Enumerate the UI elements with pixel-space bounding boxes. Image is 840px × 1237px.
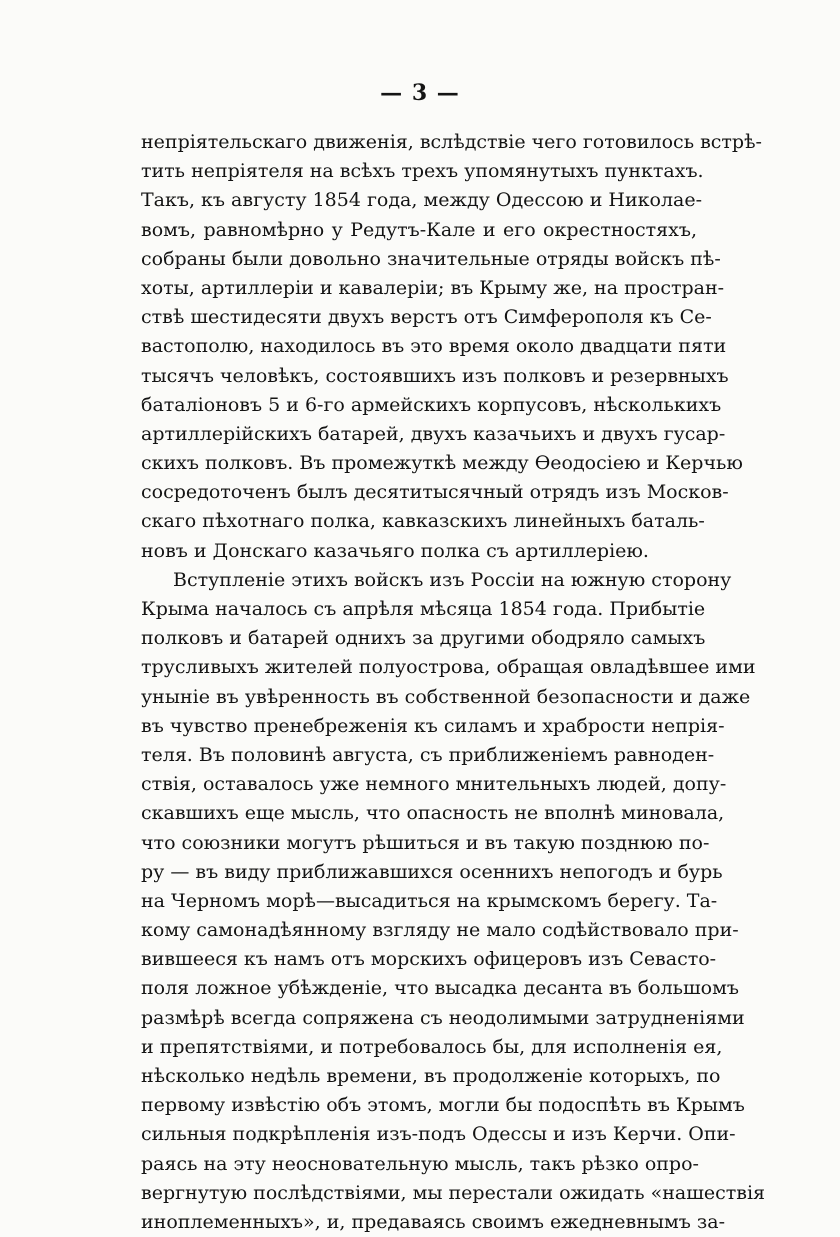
text-line: хоты, артиллеріи и кавалеріи; въ Крыму же, на простран- [141,276,725,299]
text-line: ствія, оставалось уже немного мнительныхъ людей, допу- [141,773,727,796]
text-line: Крыма началось съ апрѣля мѣсяца 1854 года. Прибытіе [141,598,706,620]
text-line: раясь на эту неосновательную мысль, такъ рѣзко опро- [141,1152,699,1175]
text-line: первому извѣстію объ этомъ, могли бы подоспѣть въ Крымъ [141,1094,745,1117]
text-line: иноплеменныхъ», и, предаваясь своимъ ежедневнымъ за- [141,1210,726,1233]
text-line: Вступленіе этихъ войскъ изъ Россіи на южную сторону [173,568,732,591]
text-line: размѣрѣ всегда сопряжена съ неодолимыми затрудненіями [141,1006,745,1029]
text-line: на Черномъ морѣ—высадиться на крымскомъ берегу. Та- [141,889,718,912]
text-line: трусливыхъ жителей полуострова, обращая овладѣвшее ими [141,656,756,679]
text-line: и препятствіями, и потребовалось бы, для исполненія ея, [141,1035,723,1058]
text-line: вомъ, равномѣрно у Редутъ-Кале и его окрестностяхъ, [141,218,697,241]
text-line: ру — въ виду приближавшихся осеннихъ непогодъ и бурь [141,860,723,883]
text-line: скихъ полковъ. Въ промежуткѣ между Ѳеодосіею и Керчью [141,452,743,475]
text-line: вастополю, находилось въ это время около двадцати пяти [141,335,727,358]
text-line: скаго пѣхотнаго полка, кавказскихъ линейныхъ баталь- [141,510,705,533]
text-line: сильныя подкрѣпленія изъ-подъ Одессы и изъ Керчи. Опи- [141,1123,736,1146]
page-number: — 3 — [380,80,460,106]
text-line: поля ложное убѣжденіе, что высадка десанта въ большомъ [141,977,739,1000]
text-line: артиллерійскихъ батарей, двухъ казачьихъ и двухъ гусар- [141,422,726,445]
text-line: нѣсколько недѣль времени, въ продолженіе которыхъ, по [141,1065,721,1087]
body-text [141,128,766,1237]
text-line: полковъ и батарей однихъ за другими ободряло самыхъ [141,627,706,650]
text-line: вившееся къ намъ отъ морскихъ офицеровъ изъ Севасто- [141,948,717,971]
text-line: кому самонадѣянному взгляду не мало содѣйствовало при- [141,919,739,942]
text-line: ствѣ шестидесяти двухъ верстъ отъ Симферополя къ Се- [141,306,712,329]
text-line: что союзники могутъ рѣшиться и въ такую позднюю по- [141,831,710,854]
text-line: въ чувство пренебреженія къ силамъ и храбрости непрія- [141,714,725,737]
text-line: скавшихъ еще мысль, что опасность не вполнѣ миновала, [141,802,725,825]
text-line: непріятельскаго движенія, вслѣдствіе чего готовилось встрѣ- [141,131,762,153]
text-line: уныніе въ увѣренность въ собственной безопасности и даже [141,685,751,708]
text-line: баталіоновъ 5 и 6-го армейскихъ корпусовъ, нѣсколькихъ [141,393,722,416]
paragraph-1 [141,128,762,566]
text-line: новъ и Донскаго казачьяго полка съ артиллеріею. [141,539,649,562]
text-line: тить непріятеля на всѣхъ трехъ упомянутыхъ пунктахъ. [141,160,704,183]
text-line: Такъ, къ августу 1854 года, между Одессою и Николае- [141,189,703,212]
text-line: теля. Въ половинѣ августа, съ приближеніемъ равноден- [141,743,715,766]
text-line: вергнутую послѣдствіями, мы перестали ожидать «нашествія [141,1181,766,1204]
text-line: собраны были довольно значительные отряды войскъ пѣ- [141,247,721,270]
text-line: сосредоточенъ былъ десятитысячный отрядъ изъ Москов- [141,481,729,504]
text-line: тысячъ человѣкъ, состоявшихъ изъ полковъ и резервныхъ [141,364,729,387]
paragraph-2 [141,566,766,1237]
